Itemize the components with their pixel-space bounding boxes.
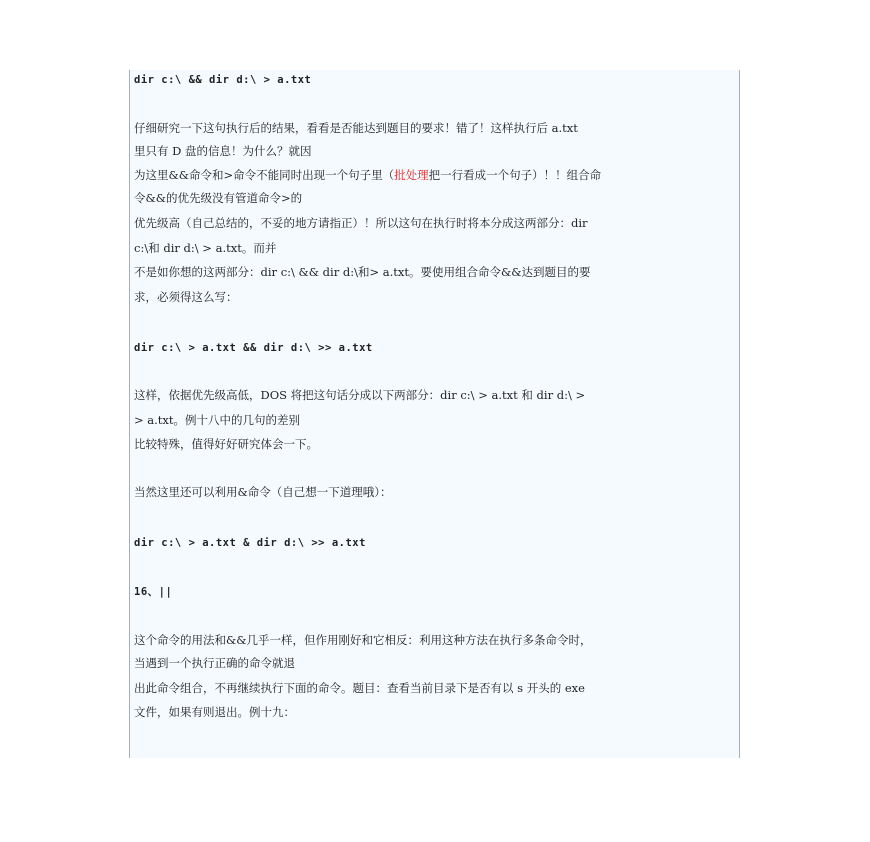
- paragraph-2-line-2: > a.txt。例十八中的几句的差别: [134, 413, 301, 427]
- code-line-2: dir c:\ > a.txt && dir d:\ >> a.txt: [134, 342, 373, 354]
- paragraph-1-line-4: 令&&的优先级没有管道命令>的: [134, 191, 303, 205]
- paragraph-1-line-5: 优先级高（自己总结的，不妥的地方请指正）！所以这句在执行时将本分成这两部分：dir: [134, 216, 588, 230]
- paragraph-1-line-1: 仔细研究一下这句执行后的结果，看看是否能达到题目的要求！错了！这样执行后 a.txt: [134, 121, 578, 135]
- paragraph-1-line-2: 里只有 D 盘的信息！为什么？就因: [134, 144, 312, 158]
- paragraph-1-line-6: c:\和 dir d:\ > a.txt。而并: [134, 241, 277, 255]
- paragraph-4-line-3: 出此命令组合，不再继续执行下面的命令。题目：查看当前目录下是否有以 s 开头的 exe: [134, 681, 585, 695]
- paragraph-1-line-7: 不是如你想的这两部分：dir c:\ && dir d:\和> a.txt。要使用组合命令&&达到题目的要: [134, 265, 591, 279]
- code-line-1: dir c:\ && dir d:\ > a.txt: [134, 74, 312, 86]
- paragraph-1-line-3-text-b: 把一行看成一个句子）！！组合命: [428, 168, 602, 182]
- paragraph-4-line-1: 这个命令的用法和&&几乎一样，但作用刚好和它相反：利用这种方法在执行多条命令时，: [134, 633, 592, 647]
- paragraph-3-line-1: 当然这里还可以利用&命令（自己想一下道理哦）：: [134, 485, 392, 499]
- code-line-3: dir c:\ > a.txt & dir d:\ >> a.txt: [134, 537, 366, 549]
- paragraph-1-line-3: [134, 167, 737, 183]
- section-heading-16: 16、||: [134, 586, 173, 598]
- paragraph-2-line-1: 这样，依据优先级高低，DOS 将把这句话分成以下两部分：dir c:\ > a.txt 和 dir d:\ >: [134, 388, 586, 402]
- paragraph-4-line-4: 文件，如果有则退出。例十九：: [134, 705, 295, 719]
- paragraph-4-line-2: 当遇到一个执行正确的命令就退: [134, 656, 295, 670]
- paragraph-2-line-3: 比较特殊，值得好好研究体会一下。: [134, 437, 318, 451]
- paragraph-1-line-3-text-a: 为这里&&命令和>命令不能同时出现一个句子里（: [134, 168, 395, 182]
- paragraph-1-line-8: 求，必须得这么写：: [134, 290, 238, 304]
- batch-processing-link[interactable]: 批处理: [394, 168, 429, 182]
- content-panel: [129, 70, 740, 758]
